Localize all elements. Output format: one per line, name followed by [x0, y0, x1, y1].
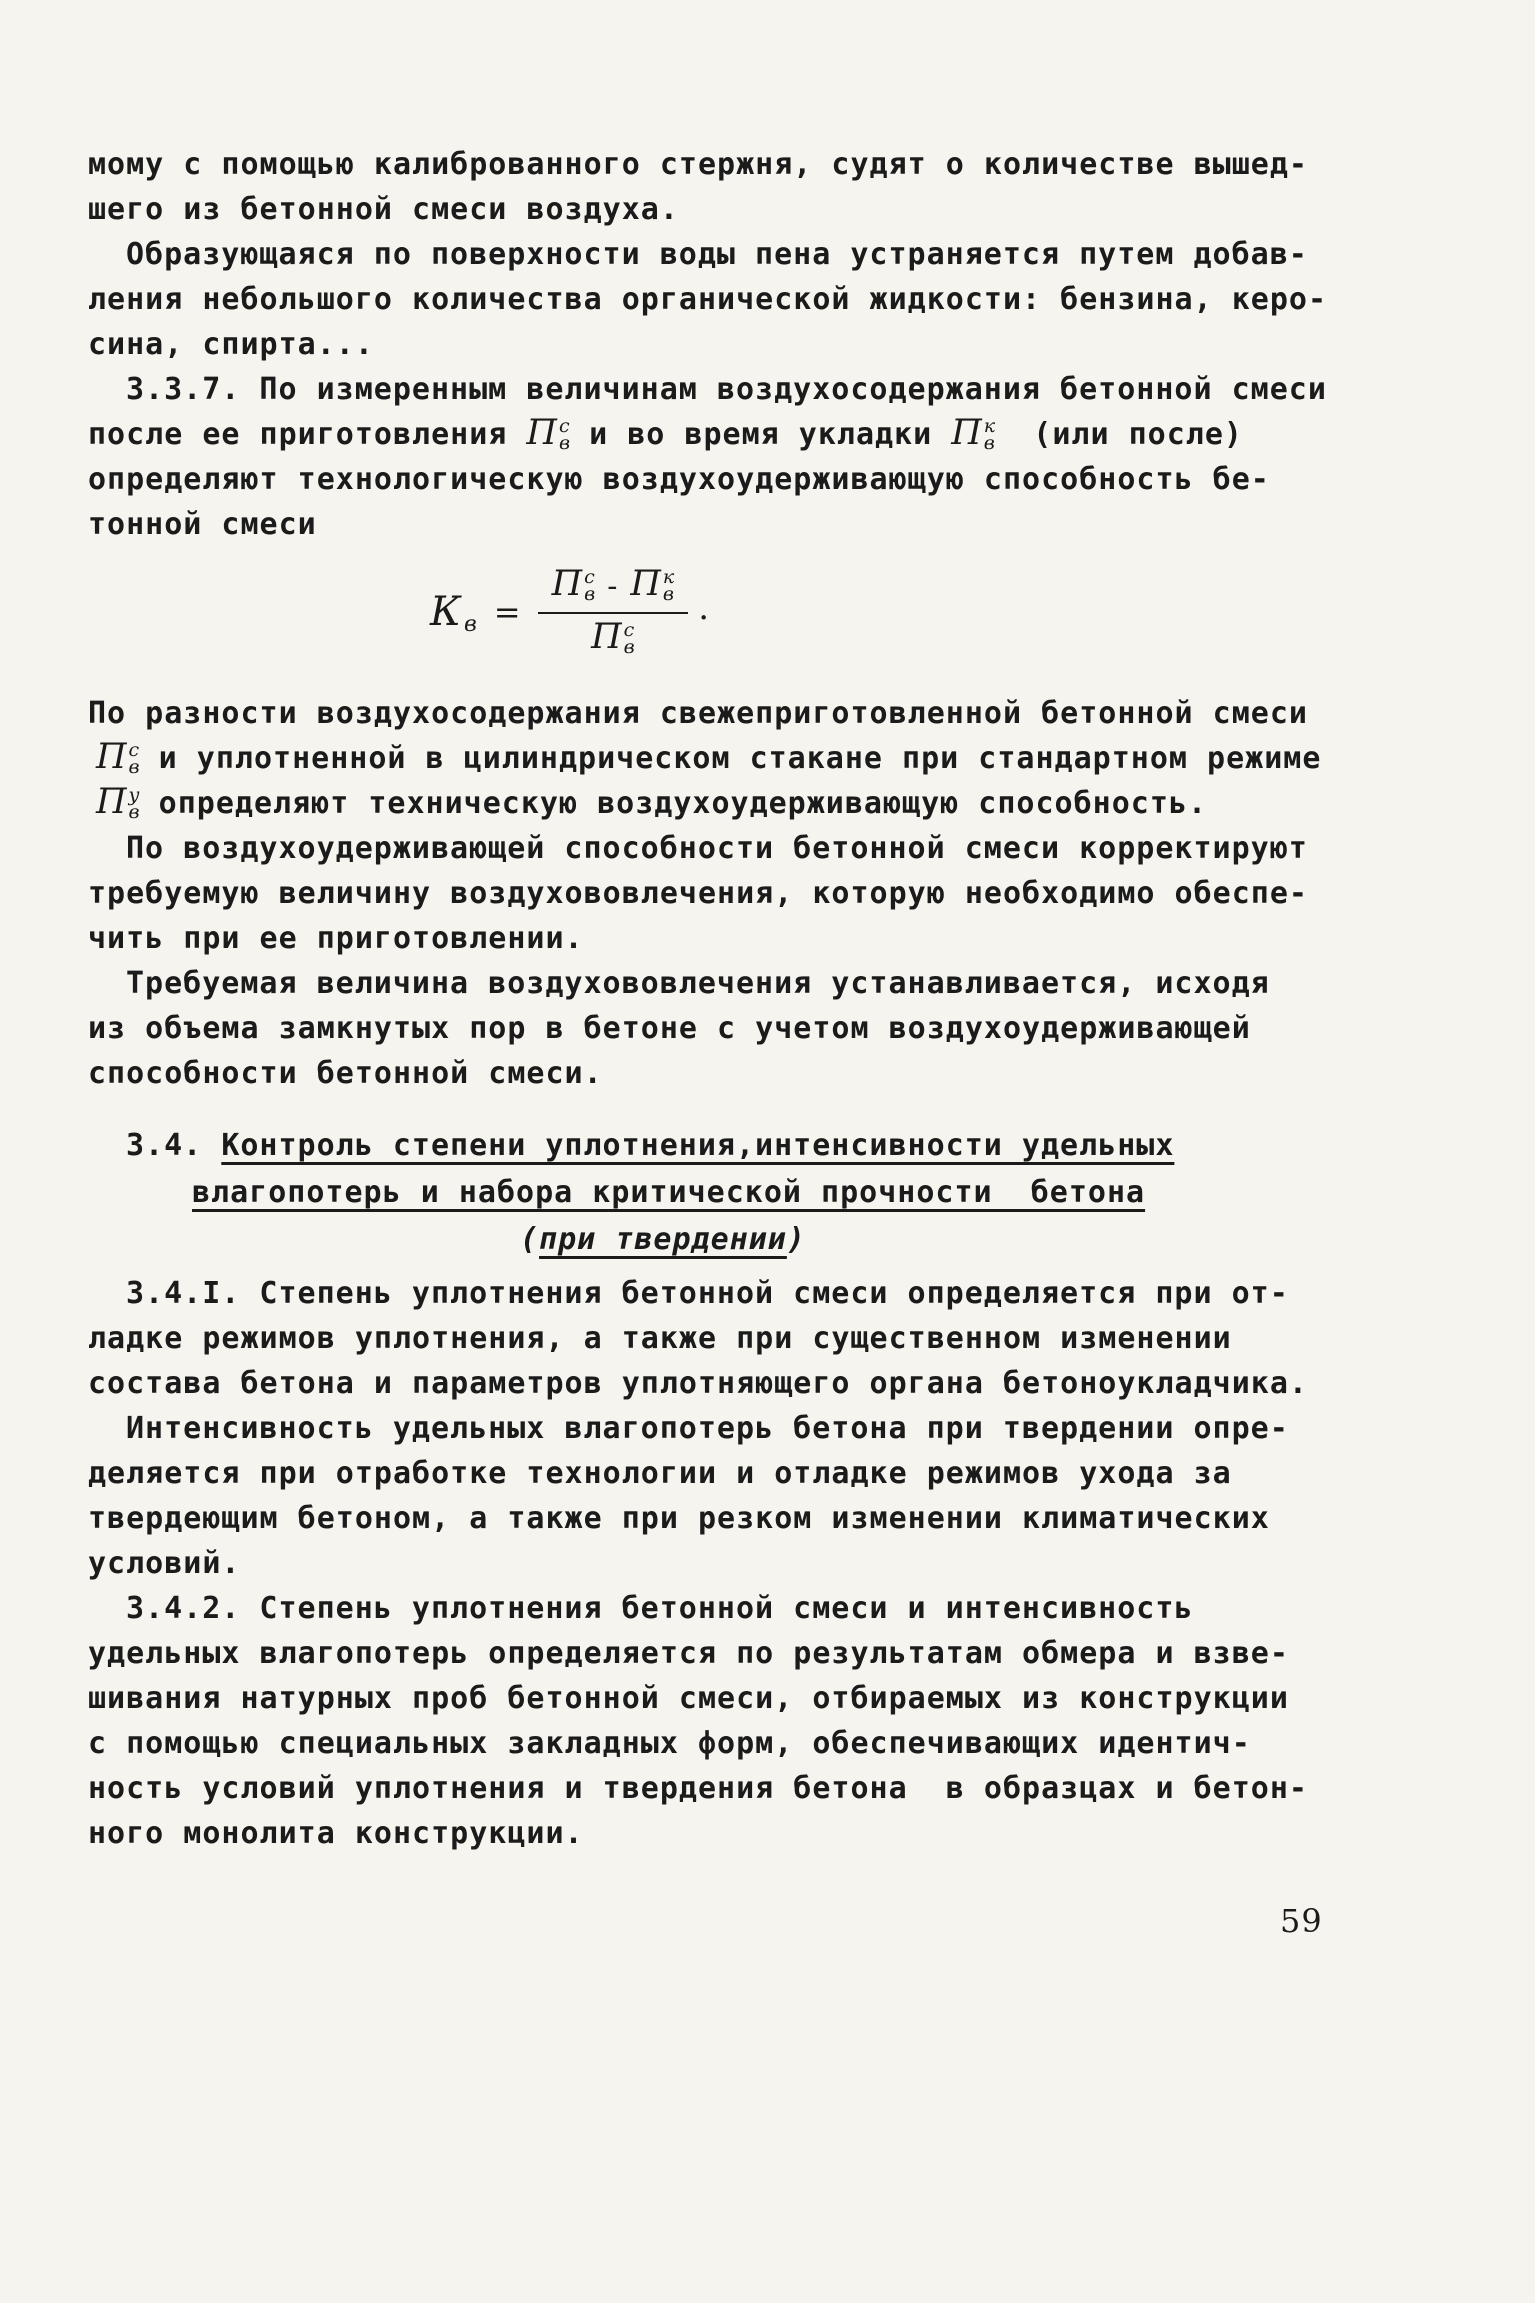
text-line: ления небольшого количества органической жидкости: бензина, керо- — [88, 282, 1327, 317]
text-line: требуемую величину воздухововлечения, которую необходимо обеспе- — [88, 876, 1308, 911]
text-line: Требуемая величина воздухововлечения устанавливается, исходя — [126, 966, 1270, 1001]
pi-vk-symbol — [951, 413, 996, 454]
text-line: сина, спирта... — [88, 327, 374, 362]
text-line: ность условий уплотнения и твердения бетона в образцах и бетон- — [88, 1771, 1308, 1806]
pi-vs-symbol — [96, 737, 140, 778]
k-letter: К — [430, 589, 462, 635]
text-line: ного монолита конструкции. — [88, 1816, 584, 1851]
text-line: деляется при отработке технологии и отладке режимов ухода за — [88, 1456, 1232, 1491]
text-line: 3.3.7. По измеренным величинам воздухосодержания бетонной смеси — [126, 372, 1327, 407]
text-line: способности бетонной смеси. — [88, 1056, 603, 1091]
subscript-v: в — [584, 582, 596, 605]
heading-text: влагопотерь и набора критической прочности бетона — [192, 1175, 1146, 1210]
text-line: из объема замкнутых пор в бетоне с учетом воздухоудерживающей — [88, 1011, 1251, 1046]
paragraph-1 — [88, 142, 1465, 232]
text-line: шего из бетонной смеси воздуха. — [88, 192, 679, 227]
text-line-with-math — [88, 412, 1465, 457]
paragraph-6 — [88, 961, 1465, 1096]
text-line: Интенсивность удельных влагопотерь бетона при твердении опре- — [126, 1411, 1289, 1446]
fraction — [538, 564, 689, 658]
text-segment: (или после) — [995, 417, 1243, 452]
subscript-v: в — [128, 800, 140, 823]
text-line: чить при ее приготовлении. — [88, 921, 584, 956]
superscript-s: с — [558, 414, 570, 437]
text-line: определяют технологическую воздухоудерживающую способность бе- — [88, 462, 1270, 497]
text-line: состава бетона и параметров уплотняющего органа бетоноукладчика. — [88, 1366, 1308, 1401]
period: . — [698, 588, 711, 628]
subscript-v: в — [128, 755, 140, 778]
pi-letter: П — [591, 617, 622, 657]
superscript-u: у — [128, 783, 140, 806]
superscript-k: к — [662, 565, 675, 588]
section-heading-3-4 — [88, 1122, 1465, 1263]
paragraph-5 — [88, 826, 1465, 961]
text-segment: определяют техническую воздухоудерживающую способность. — [139, 786, 1208, 821]
paren-open: ( — [520, 1222, 540, 1257]
subscript-v: в — [558, 431, 571, 454]
superscript-s: с — [584, 565, 595, 588]
text-segment: и уплотненной в цилиндрическом стакане при стандартном режиме — [139, 741, 1322, 776]
pi-vs-symbol — [591, 617, 635, 658]
fraction-denominator — [591, 614, 635, 657]
text-line: тонной смеси — [88, 507, 317, 542]
paragraph-2 — [88, 232, 1465, 367]
text-line-with-math — [88, 781, 1465, 826]
superscript-s: с — [128, 738, 140, 761]
heading-line — [88, 1122, 1465, 1169]
paragraph-9 — [88, 1586, 1465, 1856]
fraction-numerator — [538, 564, 689, 614]
pi-vs-symbol — [551, 564, 596, 605]
pi-letter: П — [96, 782, 127, 822]
superscript-s: с — [623, 618, 635, 641]
subscript-v: в — [463, 612, 478, 637]
equals-sign: = — [493, 593, 522, 631]
paren-close: ) — [786, 1222, 806, 1257]
paragraph-3 — [88, 367, 1465, 547]
text-line-with-math — [88, 736, 1465, 781]
pi-letter: П — [630, 564, 661, 604]
text-line: 3.4.I. Степень уплотнения бетонной смеси определяется при от- — [126, 1276, 1289, 1311]
text-line: ладке режимов уплотнения, а также при существенном изменении — [88, 1321, 1232, 1356]
text-line: шивания натурных проб бетонной смеси, отбираемых из конструкции — [88, 1681, 1289, 1716]
pi-letter: П — [526, 413, 557, 453]
pi-vu-symbol — [96, 782, 140, 823]
text-line: По разности воздухосодержания свежеприготовленной бетонной смеси — [88, 696, 1308, 731]
heading-text: при твердении — [539, 1222, 787, 1257]
paragraph-8 — [88, 1406, 1465, 1586]
subscript-v: в — [623, 635, 635, 658]
text-line: По воздухоудерживающей способности бетонной смеси корректируют — [126, 831, 1308, 866]
text-segment: после ее приготовления — [88, 417, 527, 452]
text-line: условий. — [88, 1546, 241, 1581]
pi-letter: П — [551, 564, 583, 604]
heading-line — [88, 1216, 1465, 1263]
text-line: Образующаяся по поверхности воды пена устраняется путем добав- — [126, 237, 1308, 272]
paragraph-7 — [88, 1271, 1465, 1406]
subscript-v: в — [662, 582, 674, 605]
pi-vk-symbol — [630, 564, 675, 605]
text-line: 3.4.2. Степень уплотнения бетонной смеси и интенсивность — [126, 1591, 1194, 1626]
pi-letter: П — [951, 413, 982, 453]
k-v-symbol — [430, 589, 478, 637]
heading-text: Контроль степени уплотнения,интенсивности удельных — [221, 1128, 1175, 1163]
superscript-k: к — [983, 414, 996, 437]
paragraph-4 — [88, 691, 1465, 826]
pi-letter: П — [96, 737, 127, 777]
text-line: твердеющим бетоном, а также при резком изменении климатических — [88, 1501, 1270, 1536]
text-line: мому с помощью калиброванного стержня, судят о количестве вышед- — [88, 147, 1308, 182]
page-number: 59 — [1280, 1902, 1323, 1940]
minus-sign: - — [607, 569, 619, 604]
subscript-v: в — [983, 431, 995, 454]
text-line: удельных влагопотерь определяется по результатам обмера и взве- — [88, 1636, 1289, 1671]
text-segment: и во время укладки — [570, 417, 952, 452]
text-line: с помощью специальных закладных форм, обеспечивающих идентич- — [88, 1726, 1251, 1761]
section-number: 3.4. — [126, 1128, 222, 1163]
formula-air-retention-coefficient — [88, 564, 1465, 658]
pi-vs-symbol — [526, 413, 571, 454]
heading-line — [88, 1169, 1465, 1216]
